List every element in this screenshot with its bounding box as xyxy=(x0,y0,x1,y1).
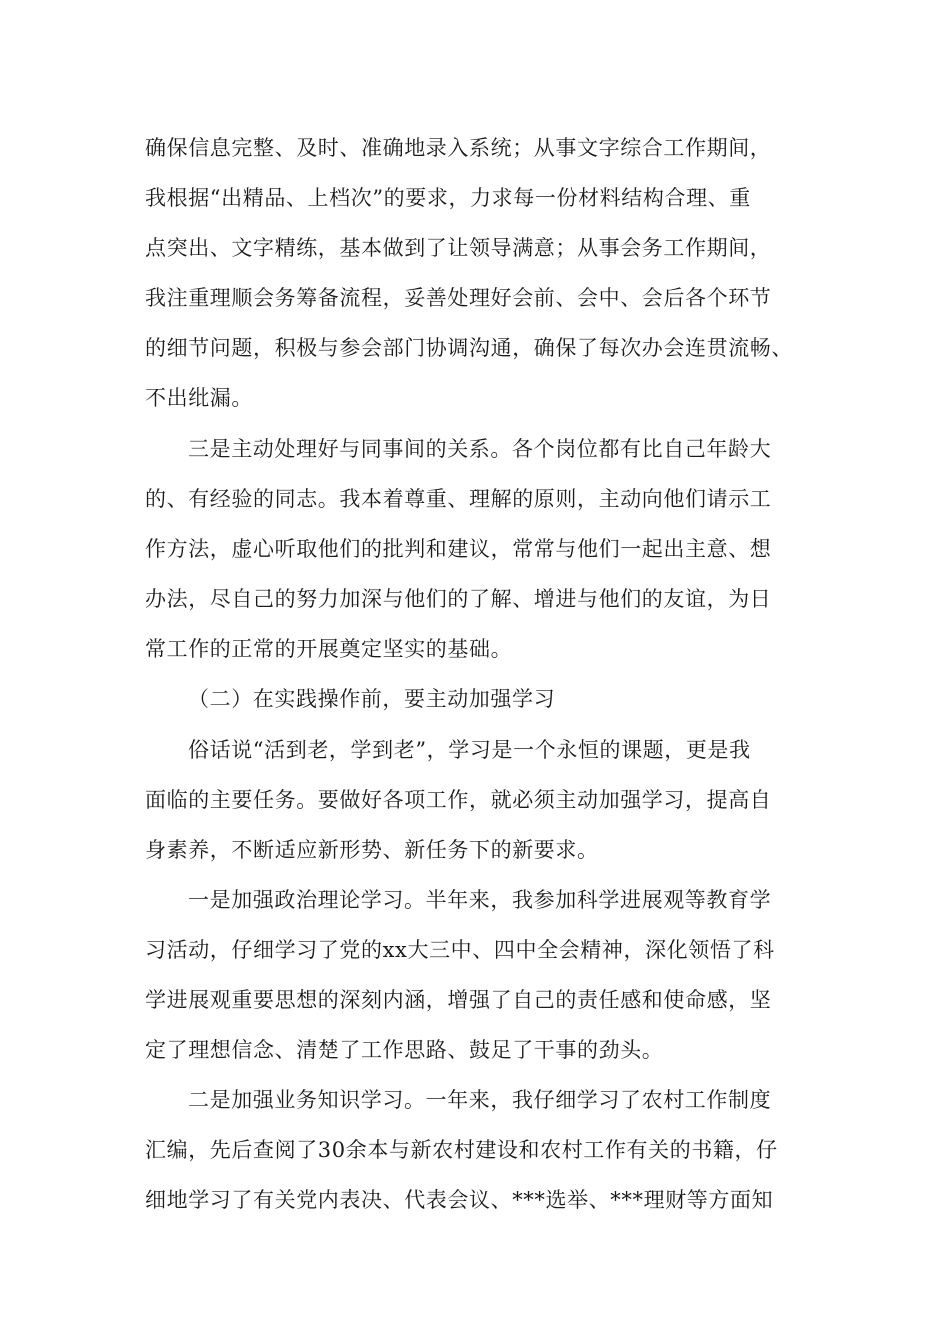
text-line: 定了理想信念、清楚了工作思路、鼓足了干事的劲头。 xyxy=(145,1038,664,1062)
text-line: 我注重理顺会务筹备流程，妥善处理好会前、会中、会后各个环节 xyxy=(145,286,772,310)
text-line: 身素养，不断适应新形势、新任务下的新要求。 xyxy=(145,838,599,862)
text-line: 汇编，先后查阅了30余本与新农村建设和农村工作有关的书籍，仔 xyxy=(145,1138,778,1162)
text-line: 常工作的正常的开展奠定坚实的基础。 xyxy=(145,637,513,661)
paragraph-first-line: 二是加强业务知识学习。一年来，我仔细学习了农村工作制度 xyxy=(188,1088,772,1112)
paragraph-first-line: 三是主动处理好与同事间的关系。各个岗位都有比自己年龄大 xyxy=(188,437,772,461)
text-line: 不出纰漏。 xyxy=(145,386,253,410)
text-line: 作方法，虚心听取他们的批判和建议，常常与他们一起出主意、想 xyxy=(145,537,772,561)
text-line: 我根据“出精品、上档次”的要求，力求每一份材料结构合理、重 xyxy=(145,186,751,210)
text-line: 办法，尽自己的努力加深与他们的了解、增进与他们的友谊，为日 xyxy=(145,587,772,611)
text-line: 确保信息完整、及时、准确地录入系统；从事文字综合工作期间， xyxy=(145,136,772,160)
text-line: 学进展观重要思想的深刻内涵，增强了自己的责任感和使命感，坚 xyxy=(145,988,772,1012)
text-line: 细地学习了有关党内表决、代表会议、***选举、***理财等方面知 xyxy=(145,1188,774,1212)
section-heading: （二）在实践操作前，要主动加强学习 xyxy=(188,687,556,711)
paragraph-first-line: 一是加强政治理论学习。半年来，我参加科学进展观等教育学 xyxy=(188,888,772,912)
text-line: 的、有经验的同志。我本着尊重、理解的原则，主动向他们请示工 xyxy=(145,487,772,511)
text-line: 点突出、文字精练，基本做到了让领导满意；从事会务工作期间， xyxy=(145,236,772,260)
paragraph-first-line: 俗话说“活到老，学到老”，学习是一个永恒的课题，更是我 xyxy=(188,738,751,762)
text-line: 的细节问题，积极与参会部门协调沟通，确保了每次办会连贯流畅、 xyxy=(145,336,793,360)
text-line: 面临的主要任务。要做好各项工作，就必须主动加强学习，提高自 xyxy=(145,788,772,812)
text-line: 习活动，仔细学习了党的xx大三中、四中全会精神，深化领悟了科 xyxy=(145,938,775,962)
